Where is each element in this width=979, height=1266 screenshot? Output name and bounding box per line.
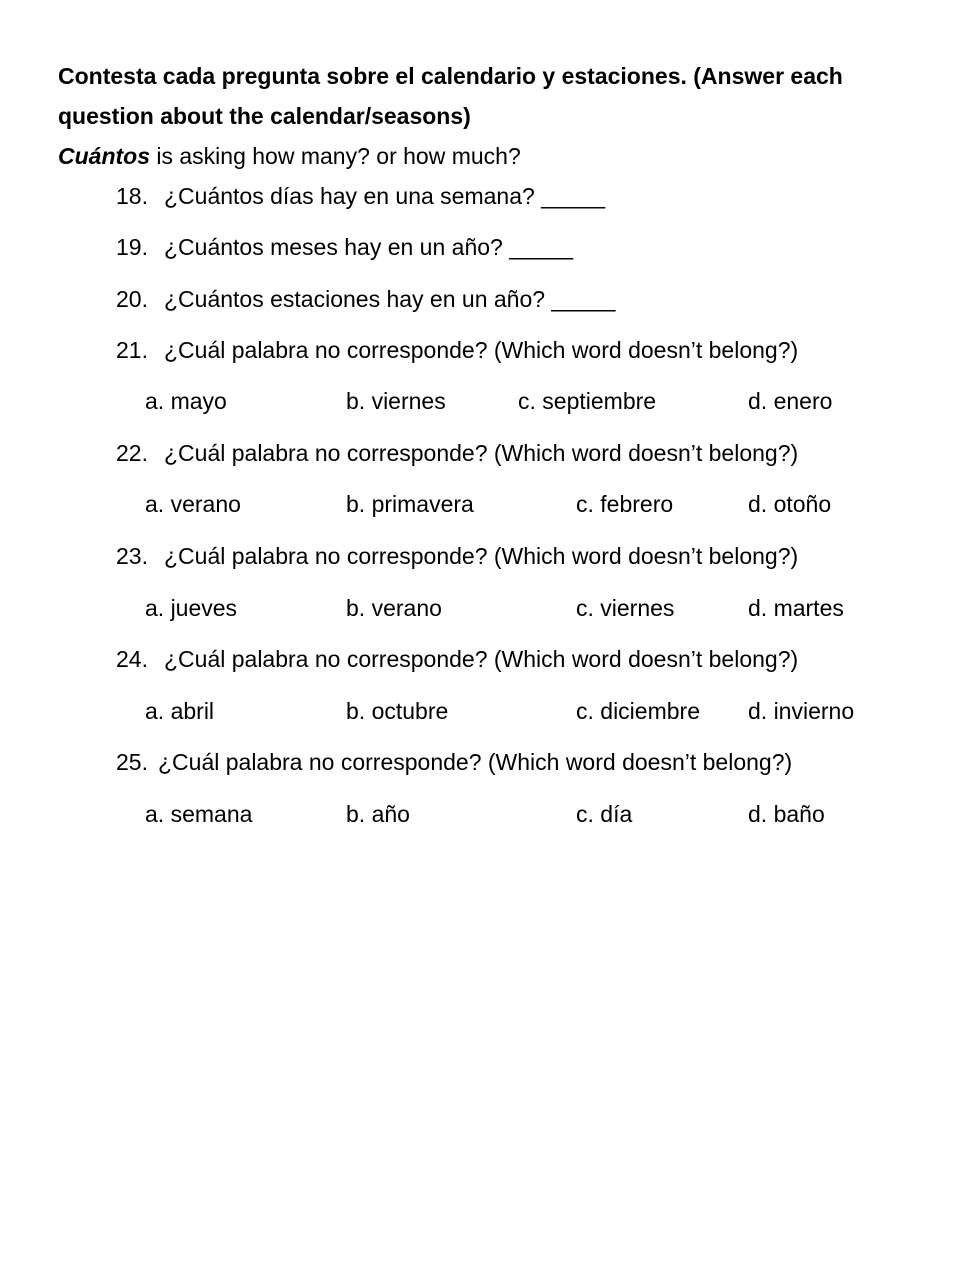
question-20 [116,284,615,314]
option-d: d. otoño [748,491,832,517]
question-text: ¿Cuántos días hay en una semana? _____ [164,183,606,209]
question-number: 19. [116,234,148,260]
option-a: a. abril [145,698,215,724]
question-number: 20. [116,286,148,312]
question-text: ¿Cuántos estaciones hay en un año? _____ [164,286,616,312]
question-text: ¿Cuántos meses hay en un año? _____ [164,234,574,260]
option-c: c. diciembre [576,698,700,724]
question-18 [116,181,605,211]
answer-options-25 [0,799,979,829]
question-number: 25. [116,749,148,775]
question-text: ¿Cuál palabra no corresponde? (Which word doesn’t belong?) [164,440,799,466]
option-b: b. viernes [346,388,446,414]
answer-options-23 [0,593,979,623]
option-a: a. verano [145,491,241,517]
instructions-line-2: question about the calendar/seasons) [58,103,471,129]
instructions-line-1: Contesta cada pregunta sobre el calendario y estaciones. (Answer each [58,63,843,89]
question-text: ¿Cuál palabra no corresponde? (Which word doesn’t belong?) [164,646,799,672]
question-number: 22. [116,440,148,466]
option-c: c. septiembre [518,388,657,414]
option-b: b. año [346,801,410,827]
question-text: ¿Cuál palabra no corresponde? (Which word doesn’t belong?) [158,749,793,775]
question-24 [116,644,798,674]
option-a: a. semana [145,801,253,827]
question-19 [116,232,573,262]
option-a: a. jueves [145,595,238,621]
option-c: c. viernes [576,595,675,621]
cuantos-term: Cuántos [58,143,150,169]
option-b: b. octubre [346,698,449,724]
question-number: 21. [116,337,148,363]
option-d: d. invierno [748,698,855,724]
question-25 [116,747,792,777]
question-text: ¿Cuál palabra no corresponde? (Which word doesn’t belong?) [164,337,799,363]
question-21 [116,335,798,365]
option-b: b. primavera [346,491,474,517]
cuantos-note [58,141,521,171]
question-22 [116,438,798,468]
cuantos-explanation: is asking how many? or how much? [150,143,521,169]
question-23 [116,541,798,571]
answer-options-21 [0,386,979,416]
answer-options-24 [0,696,979,726]
option-d: d. baño [748,801,825,827]
option-a: a. mayo [145,388,227,414]
option-d: d. enero [748,388,833,414]
option-b: b. verano [346,595,442,621]
answer-options-22 [0,489,979,519]
question-text: ¿Cuál palabra no corresponde? (Which word doesn’t belong?) [164,543,799,569]
question-number: 23. [116,543,148,569]
question-number: 24. [116,646,148,672]
question-number: 18. [116,183,148,209]
option-c: c. día [576,801,633,827]
option-d: d. martes [748,595,844,621]
option-c: c. febrero [576,491,674,517]
